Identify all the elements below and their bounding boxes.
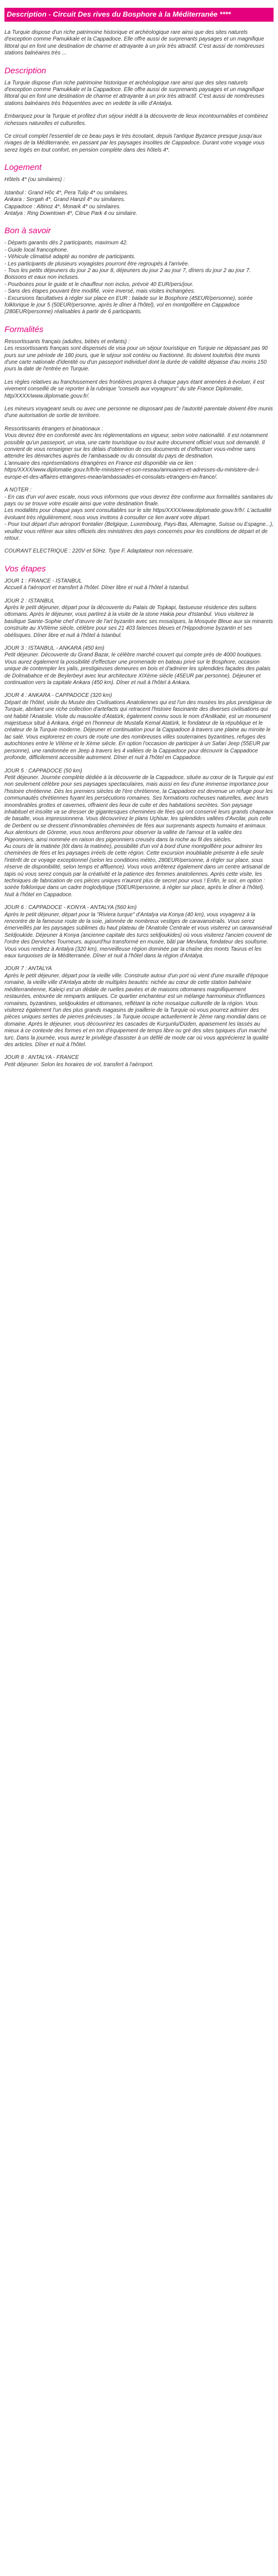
section-paragraph: Ressortissants français (adultes, bébés et enfants) : Les ressortissants français sont dispensés de visa pour un séjour touristique en Turquie ne dépassant pas 90 jours sur une période de 180 jours, que le séjour soit continu ou fractionné. Ils doivent toutefois être munis d'une carte nationale d'identité ou d'un passeport individuel dont la durée de validité dépasse d'au moins 150 jours la date de l'entrée en Turquie.	[4, 338, 268, 373]
days-container	[4, 578, 274, 1068]
section-paragraph: A NOTER : - En cas d'un vol avec escale, nous vous informons que vous devrez être conforme aux formalités sanitaires du pays ou se trouve votre escale ainsi que votre destination finale. Les modalités pour chaque pays sont consultables sur le site https/XXXX/www.diplomatie.gouv.fr/fr/. L'actualité évoluant très régulièrement, nous vous invitons à consulter ce lien avant votre départ. - Pour tout départ d'un aéroport frontalier (Belgique, Luxembourg, Pays-Bas, Allemagne, Suisse ou Espagne...), veuillez vous référer aux sites officiels des ministères des pays concernés pour les conditions de départ et de retour.	[4, 487, 274, 541]
day-title: JOUR 3 : ISTANBUL - ANKARA (450 km)	[4, 645, 105, 651]
page-content	[0, 0, 278, 1068]
section-heading: Description	[4, 66, 47, 76]
day-description: Après le petit déjeuner, départ pour la "Riviera turque" d'Antalya via Konya (40 km), vous voyagerez à la rencontre de la fameuse route de la soie, jalonnée de nombreux vestiges de caravansérails. Vous serez émerveillés par les paysages sublimes du haut plateau de l'Anatolie Centrale et vous visiterez un caravansérail Seldjoukide. Déjeuner à Konya (ancienne capitale des turcs seldjoukides) où vous visiterez l'ancien couvent de l'ordre des Derviches Tourneurs, aujourd'hui transformé en musée, bâti par Mevlana, fondateur des soufisme. Vous vous rendrez à Antalya (320 km), merveilleuse région dominée par la chaîne des monts Taurus et les eaux turquoises de la Méditerranée. Dîner et nuit à l'hôtel dans la région d'Antalya.	[4, 911, 272, 960]
section-heading: Bon à savoir	[4, 226, 51, 236]
steps-heading: Vos étapes	[4, 564, 46, 574]
day-description: Accueil à l'aéroport et transfert à l'hôtel. Dîner libre et nuit à l'hôtel à Istanbul.	[4, 585, 190, 591]
section-paragraph: Istanbul : Grand Hôc 4*, Pera Tulip 4* ou similaires. Ankara : Sergah 4*, Grand Hanzil 4* ou similaires. Cappadoce : Altinoz 4*, Monark 4* ou similaires. Antalya : Ring Downtown 4*, Citrue Park 4 ou similaire.	[4, 189, 138, 217]
section-paragraph: La Turquie dispose d'un riche patrimoine historique et archéologique rare ainsi que des sites naturels d'exception comme Pamukkale et la Cappadoce. Elle offre aussi de surprenants paysages et un magnifique littoral qui en font une destination de charme et attrayante à un prix très attractif. C'est aussi de nombreuses stations balnéaires très fréquentées avec en vedette la ville d'Antalya.	[4, 79, 265, 107]
day-description: Petit déjeuner. Journée complète dédiée à la découverte de la Cappadoce, située au cœur de la Turquie qui est non seulement célèbre pour ses paysages spectaculaires, mais aussi en lieu d'une immense importance pour l'histoire chrétienne. Dès les premiers siècles de l'ère chrétienne, la Cappadoce est devenue un refuge pour les communautés chrétiennes fuyant les persécutions romaines. Ses formations rocheuses naturelles, avec leurs innombrables grottes et cavernes, offraient des lieux de culte et des habitations secrètes. Son paysage inhabituel et insolite va se dresser de gigantesques cheminées de fées qui ont conservé leurs grands chapeaux de basalte, vous impressionnera. Vous découvrirez le plans Uçhisar, les splendides vallées d'Avcilar, puis celle de Derbent ou se dressent d'innombrables cheminées de fées aux surprenants aspects humains et animaux. Aux alentours de Göreme, vous nous arrêterons pour observer la vallée de l'amour et la vallée des Pigeonniers, ainsi nommée en raison des pigeonniers creusés dans la roche au fil des siècles. Au cours de la matinée (tôt dans la matinée), possibilité d'un vol à bord d'une montgolfière pour admirer les cheminées de fées et les paysages irréels de cette région. Cette excursion inoubliable présente à elle seule l'intérêt de ce voyage exceptionnel (selon les conditions météo, 280EUR/personne, à régler sur place, sous réserve de disponibilité, selon temps et affluence). Vous vous arrêterez également dans un centre artisanal de tapis où vous serez conquis par la créativité et la patience des femmes anatoliennes. Après cette visite, les techniques de fabrication de ces pièces uniques n'auront plus de secret pour vous ! Enfin, le soir, en option : soirée folklorique dans un cadre troglodytique (50EUR/personne, à régler sur place, après le dîner à l'hôtel). Nuit à l'hôtel en Cappadoce.	[4, 774, 274, 898]
day-item	[4, 692, 274, 761]
day-item	[4, 905, 274, 960]
intro-paragraph: La Turquie dispose d'un riche patrimoine historique et archéologique rare ainsi que des sites naturels d'exception comme Pamukkale et la Cappadoce. Elle offre aussi de surprenants paysages et un magnifique littoral qui en font une destination de charme et attrayante à un prix très attractif. C'est aussi de nombreuses stations balnéaires très ...	[4, 29, 265, 57]
section-paragraph: - Départs garantis dès 2 participants, maximum 42. - Guide local francophone. - Véhicule climatisé adapté au nombre de participants. - Les participants de plusieurs voyagistes pourront être regroupés à l'arrivée. - Tous les petits déjeuners du jour 2 au jour 8, déjeuners du jour 2 au jour 7, dîners du jour 2 au jour 7. Boissons et eaux non incluses. - Pourboires pour le guide et le chauffeur non inclus, prévoir 40 EUR/pers/jour. - Sans des étapes pouvant être modifié, voire inversé, mais visites inchangées. - Excursions facultatives à régler sur place en EUR : balade sur le Bosphore (45EUR/personne), soirée folklorique le jour 5 (50EUR/personne, après le dîner à l'hôtel), vol en montgolfière en Cappadoce (280EUR/personne) réalisables à partir de 6 participants.	[4, 240, 253, 315]
section-paragraph: Embarquez pour la Turquie et profitez d'un séjour inédit à la découverte de lieux incontournables et combinez richesses naturelles et culturelles.	[4, 113, 268, 127]
day-item	[4, 1054, 274, 1068]
day-description: Après le petit déjeuner, départ pour la vieille ville. Construite autour d'un port où vient d'une muraille d'époque romaine, la vieille ville d'Antalya abrite de multiples beautés: nichée au cœur de cette station balnéaire méditerranéenne, Kaleiçi est un dédale de ruelles pavées et de maisons ottomanes magnifiquement restaurées, entourée de remparts antiques. Ce quartier enchanteur est un mélange harmonieux d'influences romaines, byzantines, seldjoukides et ottomanes, reflétant la riche mosaïque culturelle de la région. Vous visiterez également l'un des plus grands magasins de joaillerie de la Turquie où vous pourrez admirer des pièces uniques serties de pierres précieuses ; la Turquie occupe actuellement le 2ème rang mondial dans ce domaine. Après le déjeuner, vous découvrirez les cascades de Kurşunlu/Düden, apaisement les lassés au mieux à ce contexte des formes et en ton d'équipement de temps libre ou gré des sites typiques d'un marché turc. Dans la journée, vous aurez le privilège d'assister à un défilé de mode car où vous apprécierez la qualité des articles. Dîner et nuit à l'hôtel.	[4, 972, 269, 1048]
day-title: JOUR 5 : CAPPADOCE (50 km)	[4, 767, 82, 774]
section-paragraph: Les mineurs voyageant seuls ou avec une personne ne disposant pas de l'autorité parentale doivent être munis d'une autorisation de sortie de territoire.	[4, 406, 273, 419]
page-title: Description - Circuit Des rives du Bosphore à la Méditerranée ****	[4, 8, 274, 22]
day-title: JOUR 6 : CAPPADOCE - KONYA - ANTALYA (560 km)	[4, 905, 137, 911]
intro-block	[4, 29, 274, 57]
section-paragraph: Ressortissants étrangers et binationaux : Vous devrez être en conformité avec les réglementations en vigueur, selon votre nationalité. Il est notamment possible qu'un passeport, un visa, une carte touristique ou tout autre document officiel vous soit demandé. Il convient de vous renseigner sur les délais d'obtention de ces documents et d'effectuer vous-même sans attendre les démarches auprès de l'ambassade ou du consulat du pays de destination. L'annuaire des représentations étrangères en France est disponible via ce lien : https/XXXX/www.diplomatie.gouv.fr/fr/le-ministere-et-son-reseau/annuaires-et-adresses-du-ministere-de-l-europe-et-des-affaires-etrangeres-meae/ambassades-et-consulats-etrangers-en-france/.	[4, 425, 268, 480]
day-description: Petit déjeuner. Selon les horaires de vol, transfert à l'aéroport.	[4, 1061, 154, 1068]
day-title: JOUR 4 : ANKARA - CAPPADOCE (320 km)	[4, 692, 112, 699]
section-paragraph: Les règles relatives au franchissement des frontières propres à chaque pays étant amenées à évoluer, il est vivement conseillé de se reporter à la rubrique "conseils aux voyageurs" du site France Diplomatie, http/XXXX/www.diplomatie.gouv.fr/.	[4, 379, 265, 399]
day-item	[4, 645, 274, 686]
day-description: Petit déjeuner. Découverte du Grand Bazar, le célèbre marché couvert qui compte près de 4000 boutiques. Vous aurez également la possibilité d'effectuer une promenade en bateau privé sur le Bosphore, occasion unique de contempler les yalis, prestigieuses demeures en bois et d'admirer les splendides façades des palais de Dolmabahce et de Beylerbeyi avec leur architecture XIXème siècle (45EUR par personne). Déjeuner et continuation vers la capitale Ankara (450 km). Dîner et nuit à l'hôtel à Ankara.	[4, 652, 271, 686]
section-paragraph: Ce circuit complet l'essentiel de ce beau pays le très écoutant, depuis l'antique Byzance presque jusqu'aux rivages de la Méditerranée, en passant par les paysages insolites de Cappadoce. Durant votre voyage vous serez logés en tout confort, en pension complète dans des hôtels 4*.	[4, 133, 265, 153]
day-item	[4, 578, 274, 592]
day-title: JOUR 8 : ANTALYA - FRANCE	[4, 1054, 79, 1061]
section-paragraph: Hôtels 4* (ou similaires) :	[4, 177, 65, 183]
day-description: Départ de l'hôtel, visite du Musée des Civilisations Anatoliennes qui est l'un des musées les plus prestigieux de Turquie, abritant une riche collection d'artefacts qui retracent l'histoire fascinante des diverses civilisations qui ont habité l'Anatolie. Visite du mausolée d'Atatürk, également connu sous le nom d'Anitkabir, est un monument majestueux situé à Ankara, érigé en l'honneur de Mustafa Kemal Atatürk, le fondateur de la république et le créateur de la Turquie moderne. Déjeuner et continuation pour la Cappadoce à travers une plaine au miroite le lac salé. Vous explorerez en cours de route une des nombreuses villes souterraines byzantines, refuges des autochtones entre le VIIème et le Xème siècle. En option l'occasion de participer à un Safari Jeep (55EUR par personne), une randonnée en Jeep à travers les 4 vallées de la Cappadoce pour découvrir la Cappadoce profonde, difficilement accessible autrement. Dîner et nuit à l'hôtel en Cappadoce.	[4, 699, 272, 761]
day-title: JOUR 7 : ANTALYA	[4, 966, 52, 972]
sections-container	[4, 66, 274, 555]
day-description: Après le petit déjeuner, départ pour la découverte du Palais de Topkapi, fastueuse résidence des sultans ottomans. Après le déjeuner, vous partirez à la visite de la stone Hakia peur d'Istanbul. Vous visiterez la basilique Sainte-Sophie chef d'œuvre de l'art byzantin avec ses mosaïques, la Mosquée Bleue aux six minarets construite au XVIIème siècle, célèbre pour ses 21 403 faïences bleues et l'Hippodrome byzantin et ses obélisques. Dîner libre et nuit à l'hôtel à Istanbul.	[4, 604, 273, 639]
section-paragraph: COURANT ELECTRIQUE : 220V et 50Hz. Type F. Adaptateur non nécessaire.	[4, 548, 194, 555]
day-title: JOUR 2 : ISTANBUL	[4, 597, 55, 604]
section-heading: Logement	[4, 163, 42, 173]
day-title: JOUR 1 : FRANCE - ISTANBUL	[4, 578, 82, 584]
day-item	[4, 768, 274, 899]
day-item	[4, 966, 274, 1048]
section-heading: Formalités	[4, 324, 44, 334]
day-item	[4, 598, 274, 639]
